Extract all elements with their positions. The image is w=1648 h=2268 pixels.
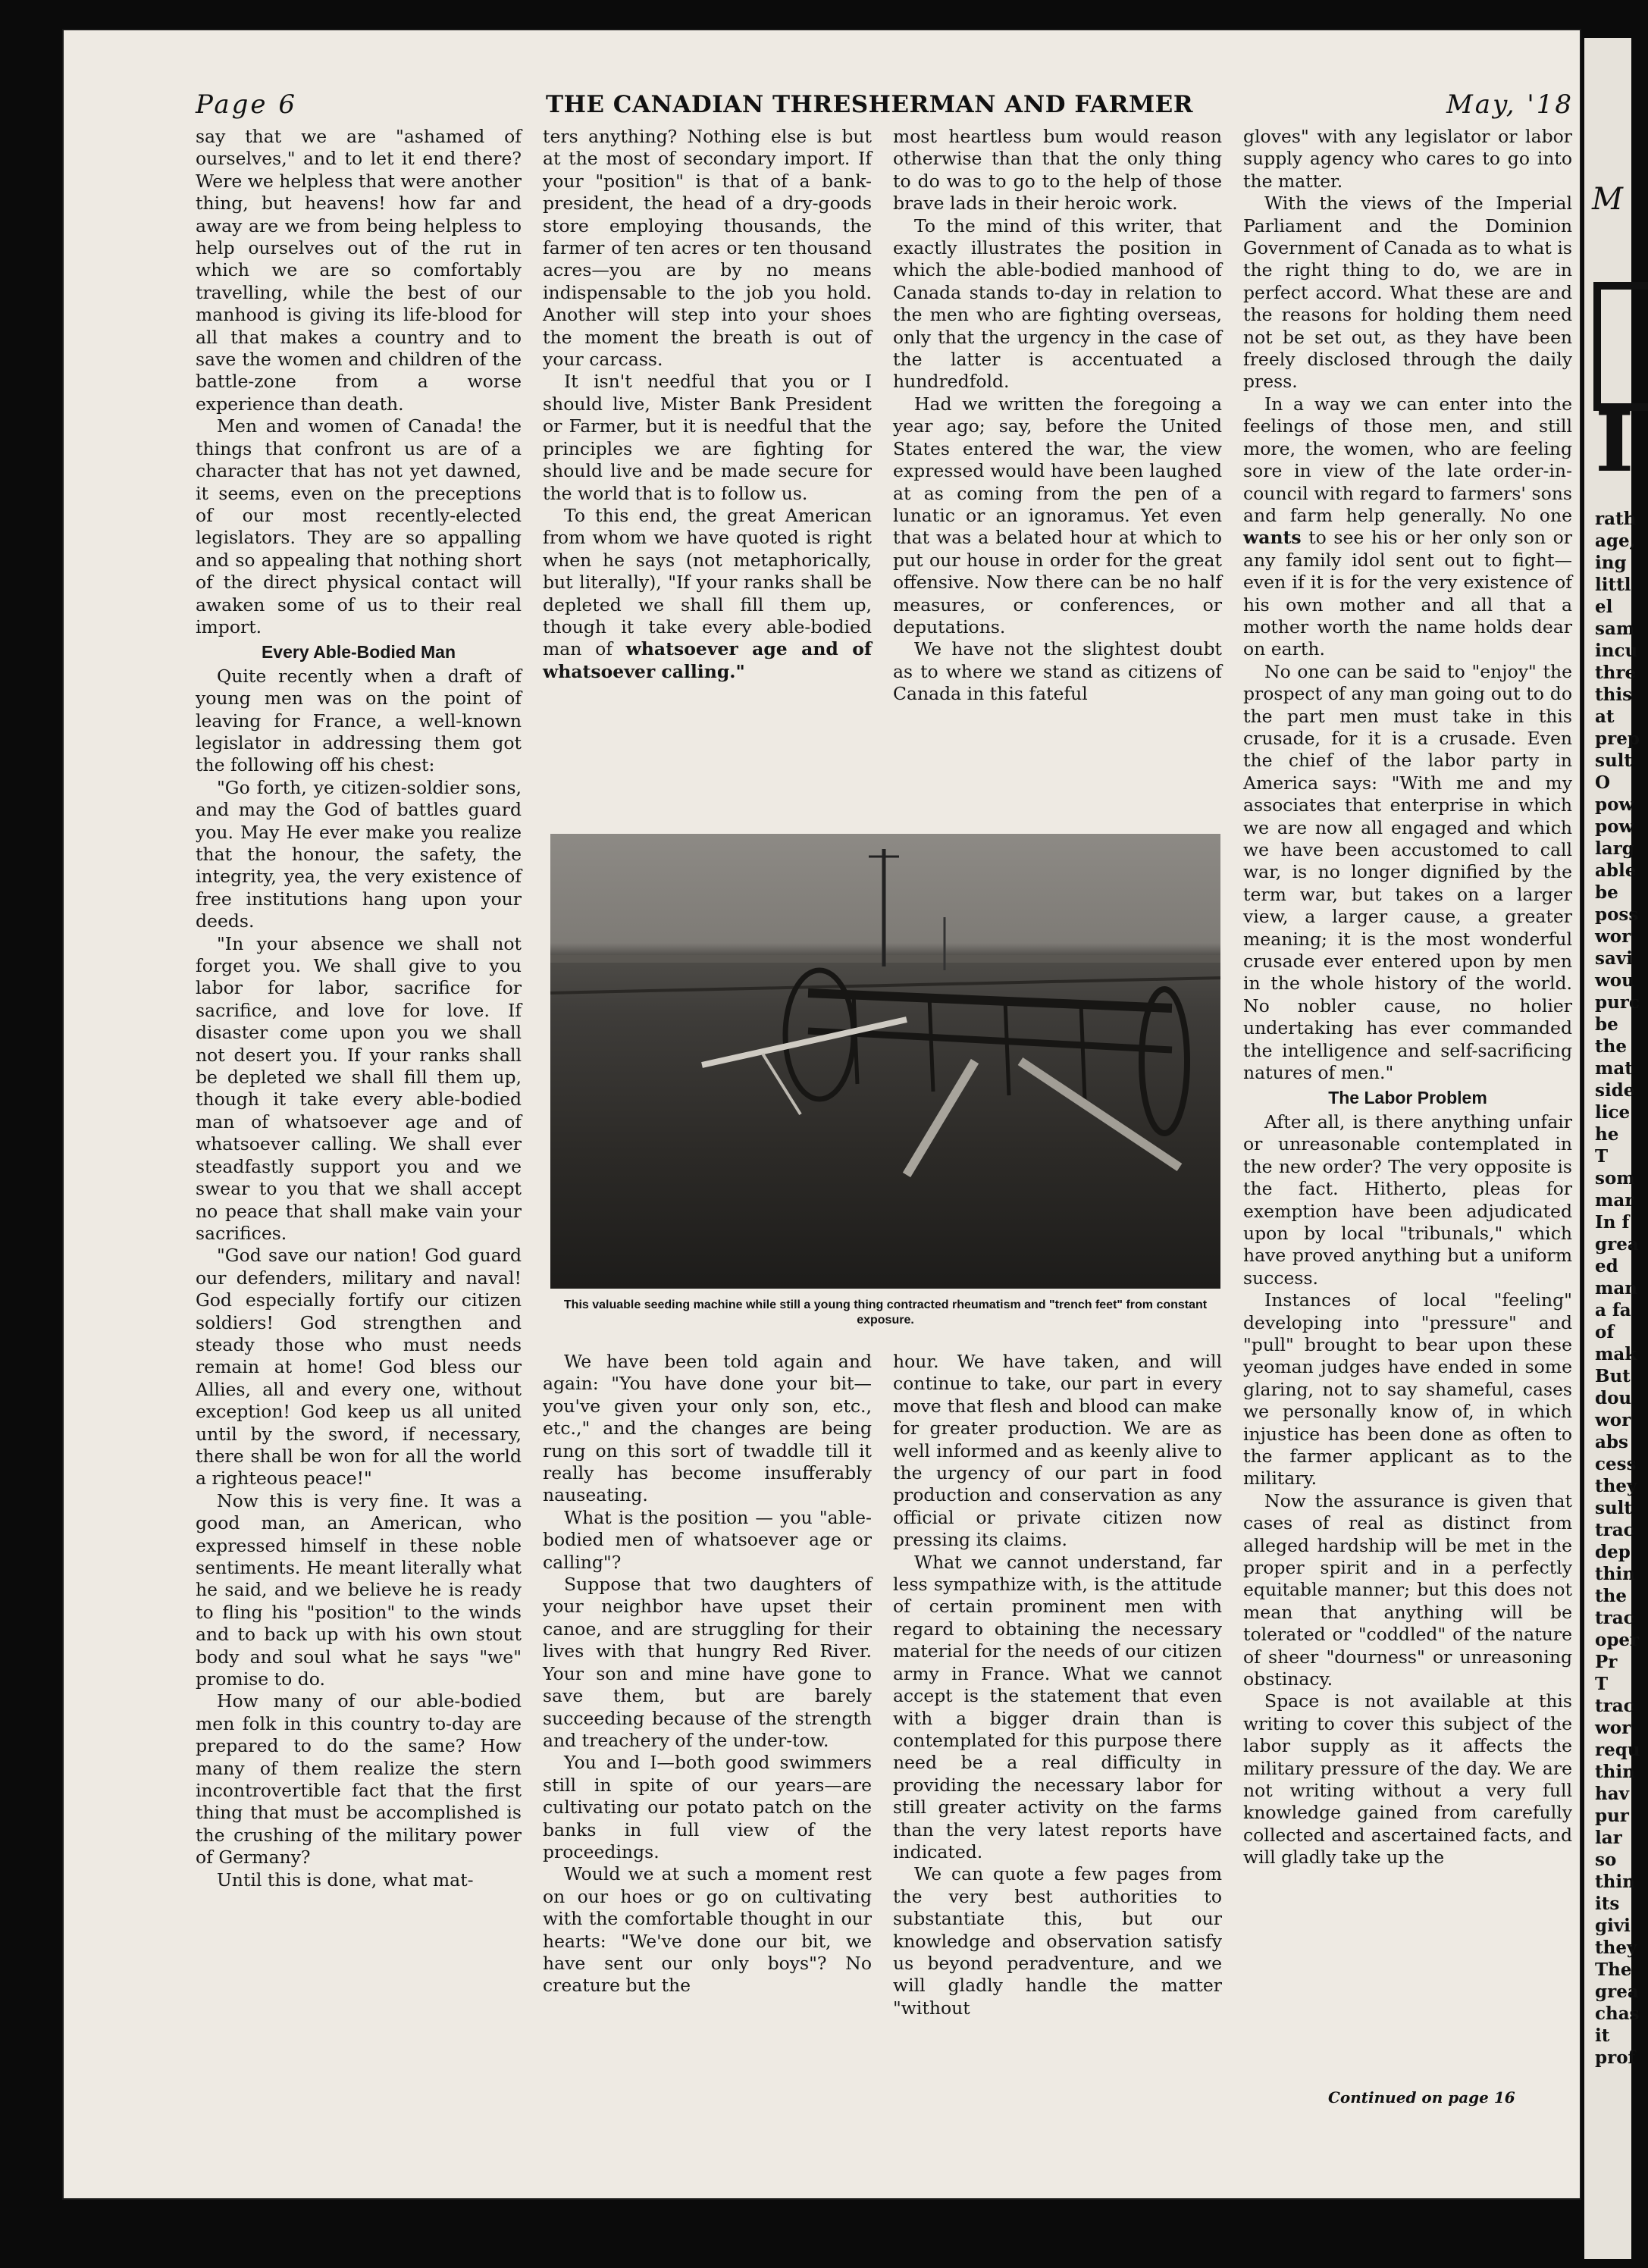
next-page-text-fragment: pow xyxy=(1595,794,1634,815)
paragraph: Men and women of Canada! the things that confront us are of a character that has not yet dawned, it seems, even on the preceptions of our most recently-elected legislators. They are so appalling and so appealing that nothing short of the direct physical contact will awaken some of us to their real import. xyxy=(196,415,522,637)
subheading: Every Able-Bodied Man xyxy=(261,642,456,663)
article-column-3-bottom xyxy=(893,1351,1222,2019)
paragraph: Would we at such a moment rest on our hoes or go on cultivating with the comfortable thought in our hearts: "We've done our bit, we have sent our only boys"? No creature but the xyxy=(543,1863,872,1997)
paragraph: Instances of local "feeling" developing into "pressure" and "pull" brought to bear upon these yeoman judges have ended in some glaring, not to say shameful, cases we personally know of, in which injustice has been done as often to the farmer applicant as to the military. xyxy=(1243,1289,1572,1490)
next-page-text-fragment: prof xyxy=(1595,2047,1636,2068)
next-page-text-fragment: som xyxy=(1595,1168,1635,1189)
next-page-text-fragment: lar xyxy=(1595,1828,1622,1848)
next-page-text-fragment: so xyxy=(1595,1850,1617,1870)
paragraph: It isn't needful that you or I should live, Mister Bank President or Farmer, but it is needful that the principles we are fighting for should live and be made secure for the world that is to follow us. xyxy=(543,371,872,504)
next-page-heading-block xyxy=(1593,282,1648,411)
next-page-edge xyxy=(1584,38,1640,2259)
next-page-text-fragment: wou xyxy=(1595,970,1634,991)
next-page-text-fragment: But xyxy=(1595,1366,1631,1386)
paragraph: Had we written the foregoing a year ago; say, before the United States entered the war, the view expressed would have been laughed at as coming from the pen of a lunatic or an ignoramus. Yet even that was a belated hour at which to put our house in order for the great offensive. Now there can be no half measures, or conferences, or deputations. xyxy=(893,393,1222,637)
next-page-text-fragment: poss xyxy=(1595,904,1639,925)
next-page-text-fragment: sult xyxy=(1595,750,1633,771)
next-page-text-fragment: thin xyxy=(1595,1762,1635,1782)
paragraph: No one can be said to "enjoy" the prospect of any man going out to do the part men must take in this crusade, for it is a crusade. Even the chief of the labor party in America says: "With me and my associates that enterprise in which we are now all engaged and which we have been accustomed to call war, is no longer dignified by the term war, but takes on a larger view, a larger cause, a greater meaning; it is the most wonderful crusade ever entered upon by men in the whole history of the world. No nobler cause, no holier undertaking has ever commanded the intelligence and self-sacrificing natures of men." xyxy=(1243,660,1572,1084)
next-page-text-fragment: In f xyxy=(1595,1212,1630,1233)
next-page-text-fragment: pow xyxy=(1595,816,1634,837)
paragraph: ters anything? Nothing else is but at the most of secondary import. If your "position" is that of a bank-president, the head of a dry-goods store employing thousands, the farmer of ten acres or ten thousand acres—you are by no means indispensable to the job you hold. Another will step into your shoes the moment the breath is out of your carcass. xyxy=(543,126,872,371)
next-page-text-fragment: he xyxy=(1595,1124,1619,1145)
next-page-text-fragment: Pr xyxy=(1595,1652,1618,1672)
next-page-text-fragment: side xyxy=(1595,1080,1635,1101)
paragraph: Now this is very fine. It was a good man, an American, who expressed himself in these noble sentiments. He meant literally what he said, and we believe he is ready to fling his "position" to the winds and to back up with his own stout body and soul what he says "we" promise to do. xyxy=(196,1490,522,1690)
next-page-text-fragment: chas xyxy=(1595,2003,1640,2024)
article-column-4 xyxy=(1243,126,1572,1869)
next-page-text-fragment: abs xyxy=(1595,1432,1628,1452)
next-page-text-fragment: givi xyxy=(1595,1916,1631,1936)
paragraph: You and I—both good swimmers still in spite of our years—are cultivating our potato patch on the banks in full view of the proceedings. xyxy=(543,1752,872,1862)
next-page-text-fragment: grea xyxy=(1595,1234,1639,1255)
emphasis-text: whatsoever age and of whatsoever calling." xyxy=(543,638,872,682)
next-page-text-fragment: rath xyxy=(1595,509,1637,529)
next-page-text-fragment: lice xyxy=(1595,1102,1631,1123)
continued-note: Continued on page 16 xyxy=(1328,2088,1515,2107)
paragraph: Suppose that two daughters of your neighbor have upset their canoe, and are struggling for their lives with that hungry Red River. Your son and mine have gone to save them, but are barely succeeding because of the strength and treachery of the under-tow. xyxy=(543,1574,872,1751)
next-page-text-fragment: mak xyxy=(1595,1344,1637,1364)
next-page-text-fragment: savi xyxy=(1595,948,1633,969)
paragraph: "Go forth, ye citizen-soldier sons, and may the God of battles guard you. May He ever make you realize that the honour, the safety, the integrity, yea, the very existence of free institutions hang upon your deeds. xyxy=(196,776,522,932)
next-page-text-fragment: dep xyxy=(1595,1542,1631,1562)
paragraph-text: to see his or her only son or any family idol sent out to fight—even if it is for the very existence of his own mother and all that a mother worth the name holds dear on earth. xyxy=(1243,527,1572,660)
paragraph: We have not the slightest doubt as to where we stand as citizens of Canada in this fateful xyxy=(893,638,1222,705)
paragraph: "God save our nation! God guard our defenders, military and naval! God especially fortify our citizen soldiers! God strengthen and steady those who must needs remain at home! God bless our Allies, all and every one, without exception! God keep us all united until by the sword, if necessary, there shall be won for all the world a righteous peace!" xyxy=(196,1245,522,1490)
paragraph xyxy=(1243,393,1572,661)
paragraph: What we cannot understand, far less sympathize with, is the attitude of certain prominent men with regard to obtaining the necessary material for the needs of our citizen army in France. What we cannot accept is the statement that even with a bigger drain than is contemplated for this purpose there need be a real difficulty in providing the necessary labor for still greater activity on the farms than the very latest reports have indicated. xyxy=(893,1551,1222,1862)
page-number: Page 6 xyxy=(196,89,297,120)
paragraph: gloves" with any legislator or labor supply agency who cares to go into the matter. xyxy=(1243,126,1572,192)
next-page-text-fragment: man xyxy=(1595,1278,1637,1298)
paragraph: "In your absence we shall not forget you. We shall give to you labor for labor, sacrifice for sacrifice, and love for love. If disaster come upon you we shall not desert you. If your ranks shall be depleted we shall fill them up, though it take every able-bodied man of whatsoever age and of whatsoever calling. We shall ever steadfastly support you and we swear to you that we shall accept no peace that shall make vain your sacrifices. xyxy=(196,932,522,1244)
paragraph: With the views of the Imperial Parliament and the Dominion Government of Canada as to what is the right thing to do, we are in perfect accord. What these are and the reasons for holding them need not be set out, as they have been freely disclosed through the daily press. xyxy=(1243,193,1572,393)
next-page-text-fragment: be xyxy=(1595,1014,1618,1035)
paragraph-text: In a way we can enter into the feelings of those men, and still more, the women, who are feeling sore in view of the late order-in-council with regard to farmers' sons and farm help generally. No one xyxy=(1243,393,1572,526)
paragraph: hour. We have taken, and will continue to take, our part in every move that flesh and blood can make for greater production. We are as well informed and as keenly alive to the urgency of our part in food production and conservation as any official or private citizen now pressing its claims. xyxy=(893,1351,1222,1551)
issue-date: May, '18 xyxy=(1446,89,1574,120)
paragraph: Space is not available at this writing to cover this subject of the labor supply as it affects the military pressure of the day. We are not writing without a very full knowledge gained from carefully collected and ascertained facts, and will gladly take up the xyxy=(1243,1690,1572,1869)
paragraph: To the mind of this writer, that exactly illustrates the position in which the able-bodied manhood of Canada stands to-day in relation to the men who are fighting overseas, only that the urgency in the case of the latter is accentuated a hundredfold. xyxy=(893,215,1222,393)
page-header xyxy=(196,89,1574,123)
next-page-text-fragment: hav xyxy=(1595,1784,1629,1804)
next-page-text-fragment: thin xyxy=(1595,1872,1635,1892)
next-page-text-fragment: grea xyxy=(1595,1981,1639,2002)
next-page-text-fragment: larg xyxy=(1595,838,1634,859)
next-page-text-fragment: trac xyxy=(1595,1608,1634,1628)
next-page-text-fragment: incu xyxy=(1595,641,1638,661)
paragraph xyxy=(543,505,872,683)
next-page-text-fragment: this xyxy=(1595,684,1633,705)
photo-illustration xyxy=(550,834,1220,1289)
next-page-text-fragment: wor xyxy=(1595,1410,1631,1430)
next-page-text-fragment: be xyxy=(1595,882,1618,903)
next-page-text-fragment: they xyxy=(1595,1476,1637,1496)
next-page-text-fragment: the xyxy=(1595,1036,1627,1057)
next-page-text-fragment: able xyxy=(1595,860,1637,881)
article-column-2-top xyxy=(543,126,872,683)
paragraph-text: To this end, the great American from whom we have quoted is right when he says (not metaphorically, but literally), "If your ranks shall be depleted we shall fill them up, though it take every able-bodied man of xyxy=(543,504,872,660)
next-page-text-fragment: age, xyxy=(1595,531,1636,551)
publication-title: THE CANADIAN THRESHERMAN AND FARMER xyxy=(546,91,1194,118)
paragraph: Quite recently when a draft of young men was on the point of leaving for France, a well-known legislator in addressing them got the following off his chest: xyxy=(196,665,522,776)
emphasis-text: wants xyxy=(1243,527,1302,549)
next-page-header-fragment: M xyxy=(1592,182,1623,217)
next-page-text-fragment: dou xyxy=(1595,1388,1632,1408)
next-page-text-fragment: el xyxy=(1595,597,1613,617)
next-page-text-fragment: it xyxy=(1595,2025,1610,2046)
paragraph: Now the assurance is given that cases of real as distinct from alleged hardship will be met in the proper spirit and in a perfectly equitable manner; but this does not mean that anything will be tolerated or "coddled" of the nature of sheer "dourness" or unreasoning obstinacy. xyxy=(1243,1490,1572,1690)
next-page-text-fragment: T xyxy=(1595,1674,1609,1694)
next-page-text-fragment: pur xyxy=(1595,1806,1629,1826)
next-page-text-fragment: thre xyxy=(1595,663,1637,683)
next-page-text-fragment: oper xyxy=(1595,1630,1640,1650)
paragraph: most heartless bum would reason otherwise than that the only thing to do was to go to the help of those brave lads in their heroic work. xyxy=(893,126,1222,215)
next-page-text-fragment: mar xyxy=(1595,1190,1634,1211)
next-page-text-fragment: a fa xyxy=(1595,1300,1631,1320)
next-page-text-fragment: T xyxy=(1595,1146,1609,1167)
next-page-text-fragment: requ xyxy=(1595,1740,1640,1760)
next-page-text-fragment: ed xyxy=(1595,1256,1618,1277)
next-page-text-fragment: at xyxy=(1595,706,1615,727)
next-page-text-fragment: sam xyxy=(1595,619,1635,639)
next-page-text-fragment: mat xyxy=(1595,1058,1633,1079)
next-page-text-fragment: thin xyxy=(1595,1564,1635,1584)
next-page-text-fragment: they xyxy=(1595,1938,1637,1958)
next-page-text-fragment: O xyxy=(1595,772,1611,793)
article-column-3-top xyxy=(893,126,1222,706)
next-page-text-fragment: its xyxy=(1595,1894,1620,1914)
next-page-text-fragment: prep xyxy=(1595,728,1640,749)
next-page-text-fragment: wor xyxy=(1595,926,1631,947)
next-page-text-fragment: trac xyxy=(1595,1520,1634,1540)
paragraph: Until this is done, what mat- xyxy=(217,1869,474,1891)
next-page-text-fragment: trac xyxy=(1595,1696,1634,1716)
next-page-text-fragment: purc xyxy=(1595,992,1640,1013)
next-page-dropcap: I xyxy=(1595,393,1634,490)
next-page-text-fragment: of xyxy=(1595,1322,1615,1342)
next-page-text-fragment: the xyxy=(1595,1586,1627,1606)
photo-caption: This valuable seeding machine while still a young thing contracted rheumatism and "trench feet" from constant exposure. xyxy=(563,1298,1208,1327)
article-column-1 xyxy=(196,126,522,1891)
next-page-text-fragment: ing xyxy=(1595,553,1627,573)
next-page-text-fragment: sult xyxy=(1595,1498,1633,1518)
paragraph: We can quote a few pages from the very best authorities to substantiate this, but our knowledge and observation satisfy us beyond peradventure, and we will gladly handle the matter "without xyxy=(893,1863,1222,2019)
paragraph: After all, is there anything unfair or unreasonable contemplated in the new order? The very opposite is the fact. Hitherto, pleas for exemption have been adjudicated upon by local "tribunals," which have proved anything but a uniform success. xyxy=(1243,1111,1572,1289)
paragraph: say that we are "ashamed of ourselves," and to let it end there? Were we helpless that were another thing, but heavens! how far and away are we from being helpless to help ourselves out of the rut in which we are so comfortably travelling, while the best of our manhood is giving its life-blood for all that makes a country and to save the women and children of the battle-zone from a worse experience than death. xyxy=(196,126,522,415)
next-page-text-fragment: The xyxy=(1595,1959,1632,1980)
next-page-text-fragment: wor xyxy=(1595,1718,1631,1738)
paragraph: What is the position — you "able-bodied men of whatsoever age or calling"? xyxy=(543,1506,872,1573)
next-page-text-fragment: cess xyxy=(1595,1454,1637,1474)
seeding-machine-photo xyxy=(550,834,1220,1289)
article-column-2-bottom xyxy=(543,1351,872,1997)
subheading: The Labor Problem xyxy=(1328,1088,1487,1108)
paragraph: We have been told again and again: "You have done your bit—you've given your only son, etc., etc.," and the changes are being rung on this sort of twaddle till it really has become insufferably nauseating. xyxy=(543,1351,872,1506)
paragraph: How many of our able-bodied men folk in this country to-day are prepared to do the same? How many of them realize the stern incontrovertible fact that the first thing that must be accomplished is the crushing of the military power of Germany? xyxy=(196,1690,522,1869)
next-page-text-fragment: littl xyxy=(1595,575,1631,595)
